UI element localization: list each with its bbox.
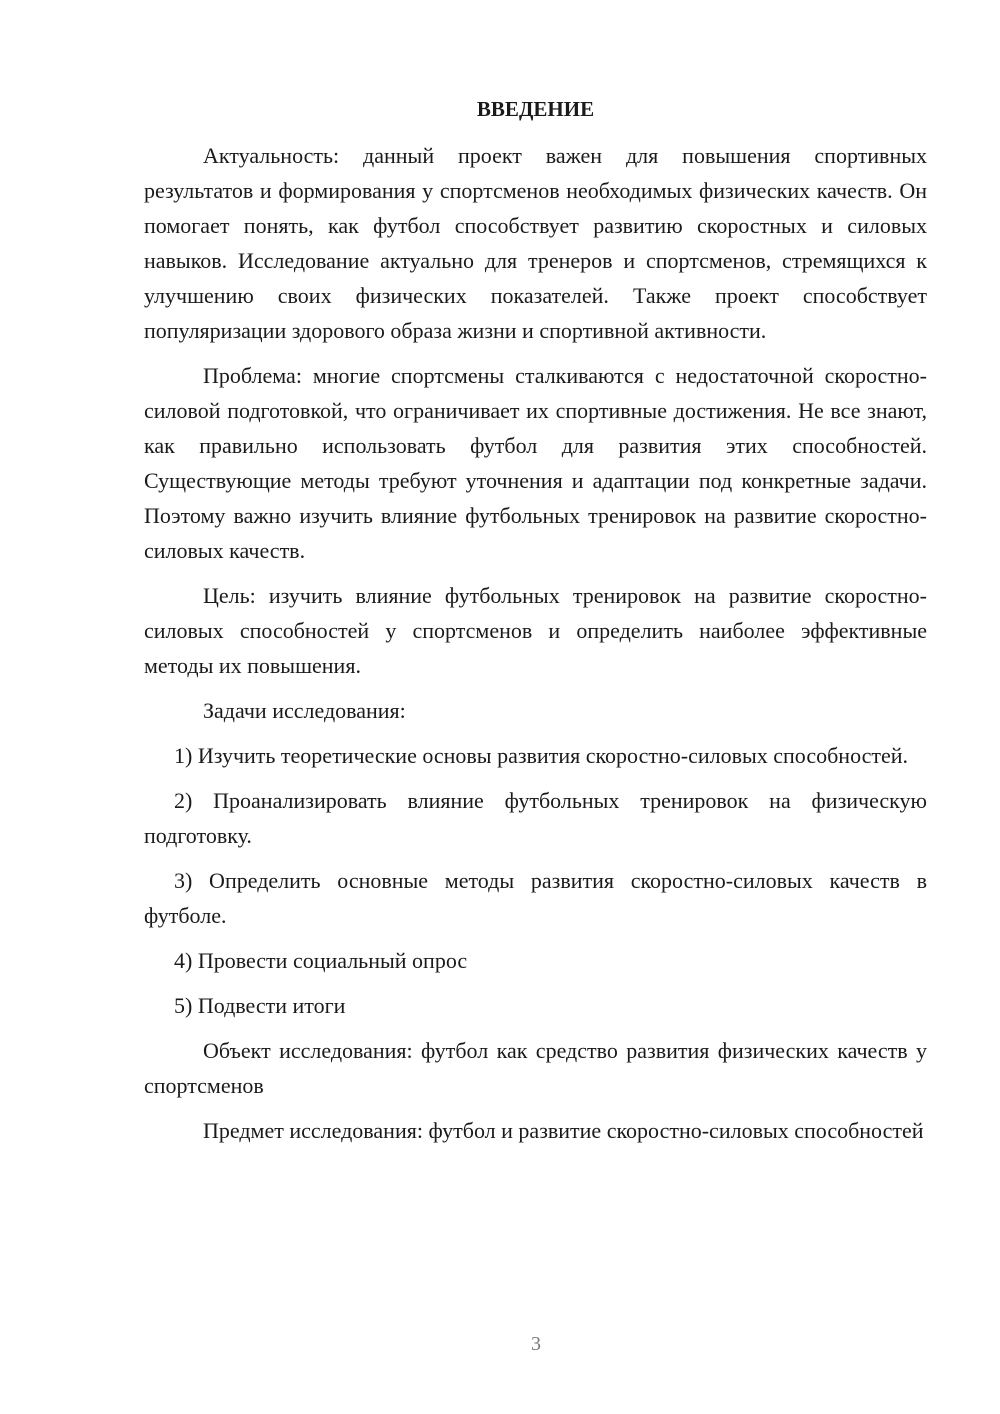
section-heading: ВВЕДЕНИЕ (476, 97, 595, 121)
page-content (144, 92, 927, 1158)
task-item-1: 1) Изучить теоретические основы развития скоростно-силовых способностей. (174, 743, 909, 768)
task-item-5: 5) Подвести итоги (174, 993, 346, 1018)
subject-paragraph: Предмет исследования: футбол и развитие скоростно-силовых способностей (203, 1118, 924, 1143)
page-number: 3 (531, 1333, 541, 1355)
relevance-paragraph: Актуальность: данный проект важен для повышения спортивных результатов и формирования у спортсменов необходимых физических качеств. Он помогает понять, как футбол способствует развитию скоростных и силовых навыков. Исследование актуально для тренеров и спортсменов, стремящихся к улучшению своих физических показателей. Также проект способствует популяризации здорового образа жизни и спортивной активности. (144, 143, 927, 343)
goal-paragraph: Цель: изучить влияние футбольных тренировок на развитие скоростно-силовых способностей у спортсменов и определить наиболее эффективные методы их повышения. (144, 583, 927, 678)
task-item-4: 4) Провести социальный опрос (174, 948, 468, 973)
task-item-3: 3) Определить основные методы развития скоростно-силовых качеств в футболе. (144, 868, 927, 928)
tasks-title: Задачи исследования: (203, 698, 406, 723)
object-paragraph: Объект исследования: футбол как средство развития физических качеств у спортсменов (144, 1038, 927, 1098)
task-item-2: 2) Проанализировать влияние футбольных тренировок на физическую подготовку. (144, 788, 927, 848)
problem-paragraph: Проблема: многие спортсмены сталкиваются с недостаточной скоростно-силовой подготовкой, что ограничивает их спортивные достижения. Не все знают, как правильно использовать футбол для развития этих способностей. Существующие методы требуют уточнения и адаптации под конкретные задачи. Поэтому важно изучить влияние футбольных тренировок на развитие скоростно-силовых качеств. (144, 363, 927, 563)
